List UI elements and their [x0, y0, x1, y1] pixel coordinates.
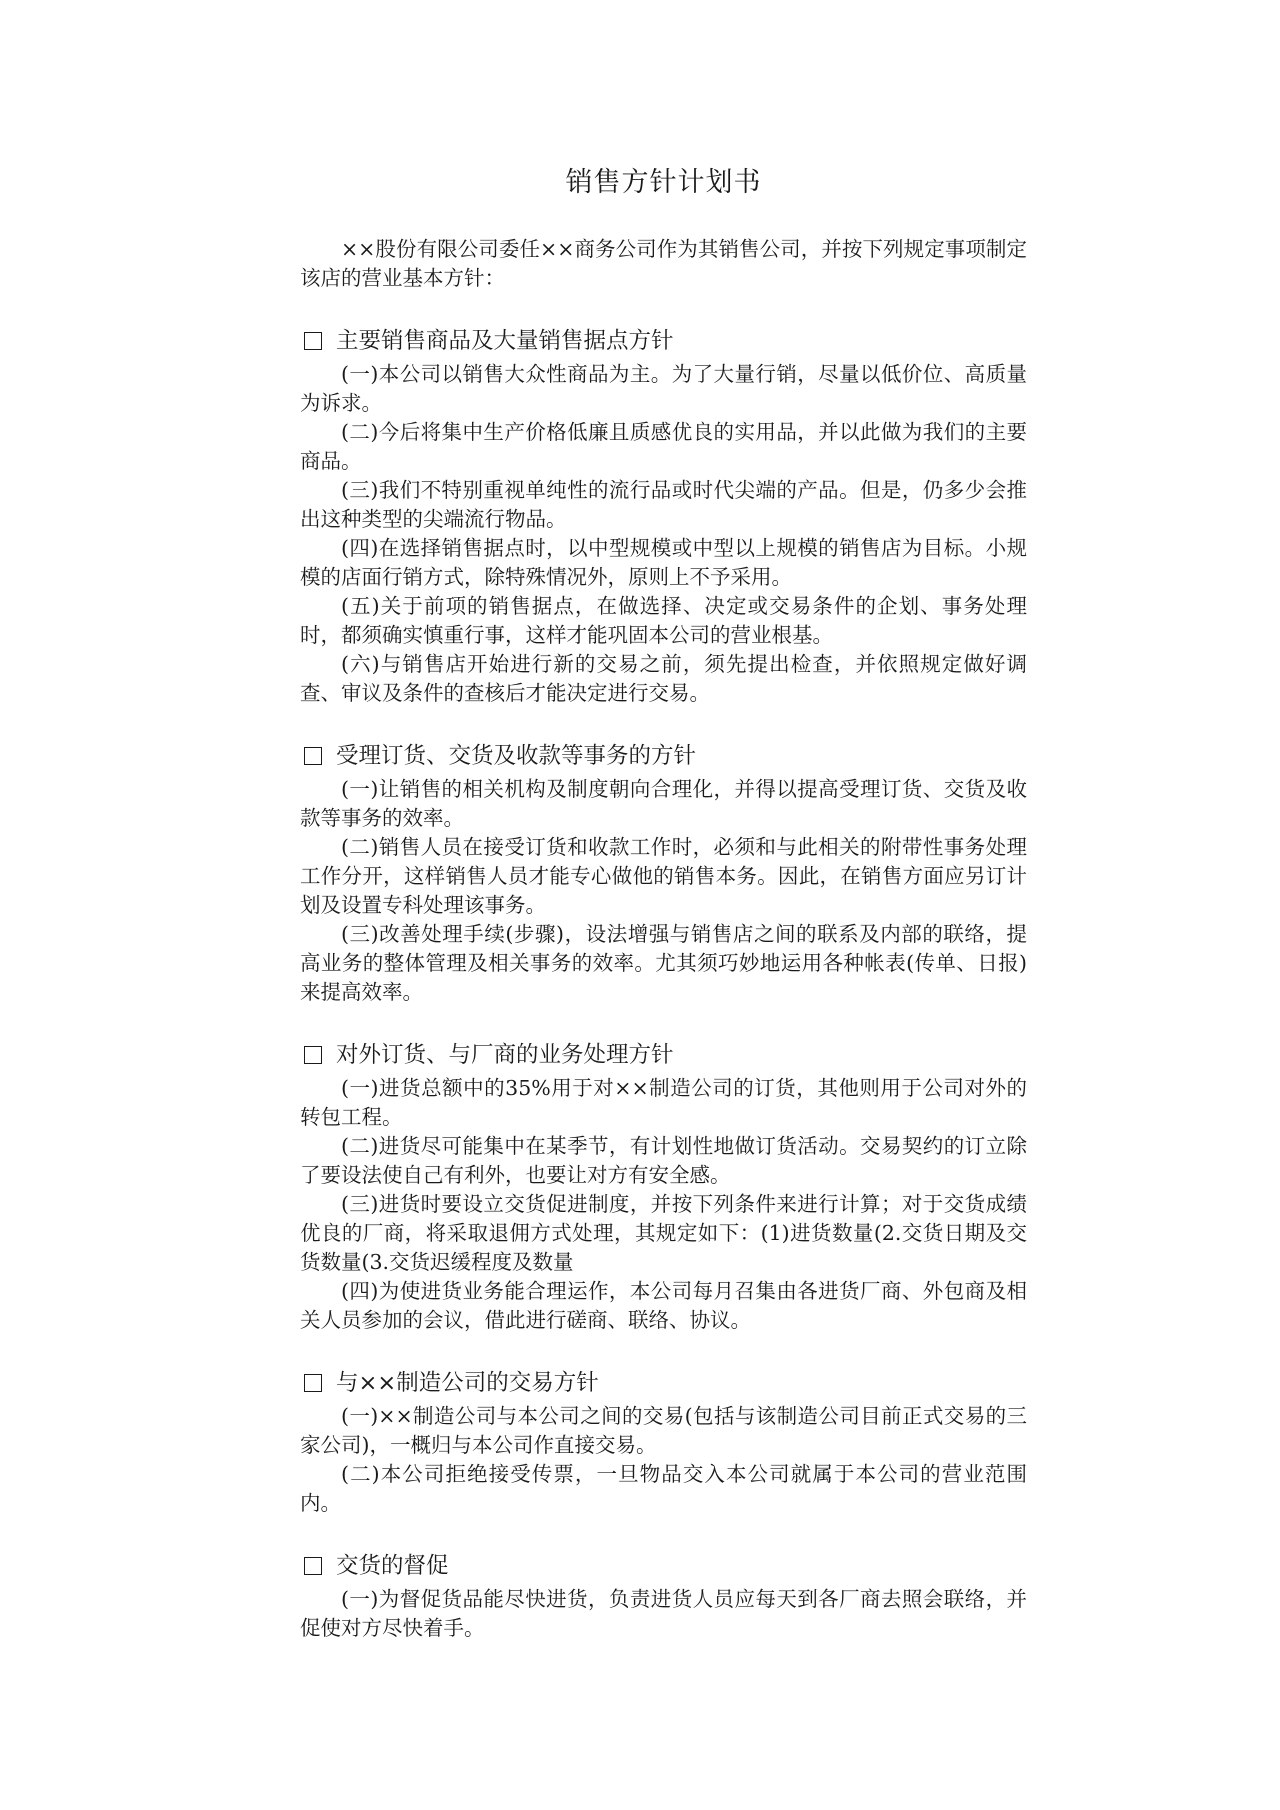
section-heading-text: 受理订货、交货及收款等事务的方针 — [336, 743, 697, 769]
section-manufacturer-trade — [300, 1367, 1027, 1518]
paragraph: (六)与销售店开始进行新的交易之前，须先提出检查，并依照规定做好调查、审议及条件的查核后才能决定进行交易。 — [300, 652, 1027, 705]
document-page — [300, 150, 1027, 1675]
checkbox-icon — [304, 1557, 322, 1575]
section-main-products — [300, 325, 1027, 708]
section-heading — [300, 1550, 1027, 1582]
section-heading-text: 交货的督促 — [336, 1553, 449, 1579]
paragraph: (二)本公司拒绝接受传票，一旦物品交入本公司就属于本公司的营业范围内。 — [300, 1462, 1027, 1515]
paragraph: (三)我们不特别重视单纯性的流行品或时代尖端的产品。但是，仍多少会推出这种类型的尖端流行物品。 — [300, 478, 1027, 531]
section-heading — [300, 740, 1027, 772]
paragraph: (一)××制造公司与本公司之间的交易(包括与该制造公司目前正式交易的三家公司)，一概归与本公司作直接交易。 — [300, 1404, 1027, 1457]
checkbox-icon — [304, 332, 322, 350]
paragraph: (二)销售人员在接受订货和收款工作时，必须和与此相关的附带性事务处理工作分开，这样销售人员才能专心做他的销售本务。因此，在销售方面应另订计划及设置专科处理该事务。 — [300, 835, 1027, 917]
paragraph: (三)进货时要设立交货促进制度，并按下列条件来进行计算；对于交货成绩优良的厂商，将采取退佣方式处理，其规定如下：(1)进货数量(2.交货日期及交货数量(3.交货迟缓程度及数量 — [300, 1192, 1027, 1274]
paragraph: (一)让销售的相关机构及制度朝向合理化，并得以提高受理订货、交货及收款等事务的效率。 — [300, 777, 1027, 830]
paragraph: (二)今后将集中生产价格低廉且质感优良的实用品，并以此做为我们的主要商品。 — [300, 420, 1027, 473]
section-heading-text: 对外订货、与厂商的业务处理方针 — [336, 1042, 674, 1068]
section-heading — [300, 325, 1027, 357]
paragraph: (一)本公司以销售大众性商品为主。为了大量行销，尽量以低价位、高质量为诉求。 — [300, 362, 1027, 415]
section-heading-text: 与××制造公司的交易方针 — [336, 1370, 599, 1396]
checkbox-icon — [304, 1046, 322, 1064]
section-heading — [300, 1367, 1027, 1399]
paragraph: (四)在选择销售据点时，以中型规模或中型以上规模的销售店为目标。小规模的店面行销方式，除特殊情况外，原则上不予采用。 — [300, 536, 1027, 589]
paragraph: (五)关于前项的销售据点，在做选择、决定或交易条件的企划、事务处理时，都须确实慎重行事，这样才能巩固本公司的营业根基。 — [300, 594, 1027, 647]
section-heading — [300, 1039, 1027, 1071]
section-heading-text: 主要销售商品及大量销售据点方针 — [336, 328, 674, 354]
paragraph: (一)进货总额中的35%用于对××制造公司的订货，其他则用于公司对外的转包工程。 — [300, 1076, 1027, 1129]
section-order-handling — [300, 740, 1027, 1007]
paragraph: (四)为使进货业务能合理运作，本公司每月召集由各进货厂商、外包商及相关人员参加的会议，借此进行磋商、联络、协议。 — [300, 1279, 1027, 1332]
document-title: 销售方针计划书 — [565, 167, 762, 198]
paragraph: (一)为督促货品能尽快进货，负责进货人员应每天到各厂商去照会联络，并促使对方尽快着手。 — [300, 1587, 1027, 1640]
checkbox-icon — [304, 747, 322, 765]
checkbox-icon — [304, 1374, 322, 1392]
intro-paragraph: ××股份有限公司委任××商务公司作为其销售公司，并按下列规定事项制定该店的营业基本方针： — [300, 237, 1027, 290]
paragraph: (三)改善处理手续(步骤)，设法增强与销售店之间的联系及内部的联络，提高业务的整体管理及相关事务的效率。尤其须巧妙地运用各种帐表(传单、日报)来提高效率。 — [300, 922, 1027, 1004]
paragraph: (二)进货尽可能集中在某季节，有计划性地做订货活动。交易契约的订立除了要设法使自己有利外，也要让对方有安全感。 — [300, 1134, 1027, 1187]
section-delivery-urging — [300, 1550, 1027, 1643]
section-external-orders — [300, 1039, 1027, 1335]
